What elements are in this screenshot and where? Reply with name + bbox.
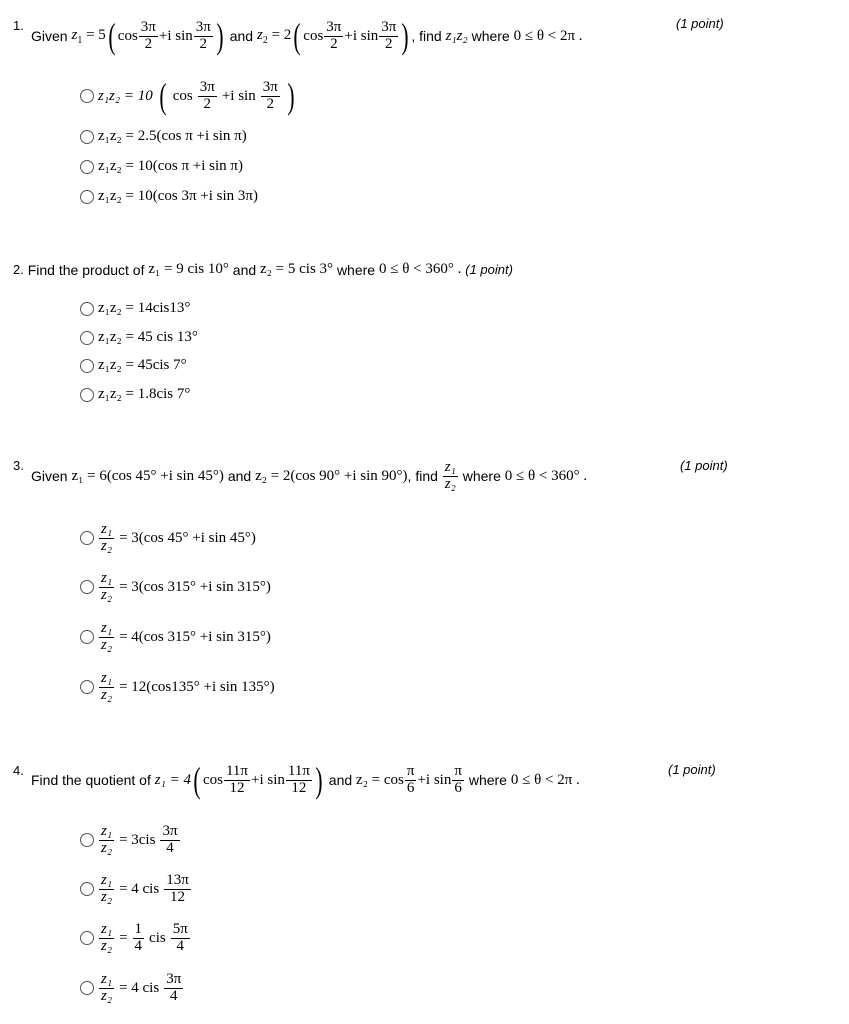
- question-4-prompt: [31, 762, 580, 798]
- isin-label: +i sin: [250, 771, 285, 788]
- q3-option-b[interactable]: [80, 571, 271, 604]
- frac-num: z₁: [101, 971, 113, 987]
- frac-den: 2: [266, 95, 274, 112]
- q4-option-c[interactable]: [80, 922, 191, 955]
- close-paren: ): [401, 16, 409, 56]
- frac-num: 1: [134, 921, 143, 937]
- radio-button[interactable]: [80, 882, 94, 896]
- frac-num: z₁: [444, 459, 456, 475]
- q2-option-d[interactable]: [80, 386, 190, 403]
- frac-num: z₁: [101, 620, 113, 636]
- frac-num: 11π: [287, 762, 310, 779]
- where-label: where: [336, 261, 376, 278]
- frac-den: z₂: [101, 888, 113, 905]
- radio-button[interactable]: [80, 160, 94, 174]
- option-coef: = 4 cis: [119, 880, 160, 897]
- option-text: = 4(cos 315° +i sin 315°): [119, 628, 271, 645]
- find-label: , find: [411, 28, 442, 44]
- frac-den: z₂: [101, 987, 113, 1004]
- z2-sub: 2: [262, 34, 268, 46]
- question-1-prompt: [31, 18, 583, 54]
- radio-button[interactable]: [80, 531, 94, 545]
- isin-label: +i sin: [417, 771, 452, 788]
- close-paren: ): [287, 76, 295, 116]
- frac-num: 3π: [166, 971, 182, 987]
- isin-label: +i sin: [221, 87, 256, 104]
- frac-num: 3π: [162, 823, 178, 839]
- q1-option-d[interactable]: [80, 188, 258, 205]
- q3-option-a[interactable]: [80, 522, 256, 555]
- radio-button[interactable]: [80, 190, 94, 204]
- q2-option-c[interactable]: [80, 357, 187, 374]
- cis-label: cis: [149, 929, 166, 946]
- and-label: and: [229, 28, 254, 44]
- and-label: and: [328, 772, 353, 788]
- frac-den: 12: [291, 779, 307, 796]
- frac-num: π: [454, 762, 462, 779]
- z2-expr: z₂ = 5 cis 3°: [260, 261, 334, 277]
- option-text: z₁z₂ = 45cis 7°: [98, 357, 187, 373]
- q1-option-a[interactable]: [80, 78, 297, 114]
- frac-num: z₁: [101, 823, 113, 839]
- q1-option-b[interactable]: [80, 128, 247, 145]
- isin-label: +i sin: [344, 27, 379, 44]
- question-4-number: 4.: [13, 763, 24, 778]
- z2-modulus: 2: [283, 26, 292, 43]
- z1-symbol: z: [71, 26, 78, 43]
- frac-num: 3π: [195, 18, 211, 35]
- option-text: z₁z₂ = 45 cis 13°: [98, 329, 198, 345]
- cos-label: cos: [117, 27, 138, 44]
- frac-den: 4: [176, 937, 184, 954]
- open-paren: (: [193, 760, 201, 800]
- frac-num: z₁: [101, 570, 113, 586]
- prompt-text: Find the product of: [27, 261, 145, 278]
- radio-button[interactable]: [80, 130, 94, 144]
- radio-button[interactable]: [80, 981, 94, 995]
- radio-button[interactable]: [80, 630, 94, 644]
- frac-den: z₂: [101, 937, 113, 954]
- frac-num: 3π: [326, 18, 342, 35]
- frac-num: 5π: [172, 921, 188, 937]
- frac-den: 12: [169, 888, 185, 905]
- find-label: , find: [407, 468, 438, 485]
- frac-den: z₂: [444, 475, 456, 492]
- frac-den: 12: [229, 779, 245, 796]
- frac-den: 2: [330, 35, 338, 52]
- option-coef: = 4 cis: [119, 979, 160, 996]
- frac-den: 2: [203, 95, 212, 112]
- option-text: z₁z₂ = 10(cos 3π +i sin 3π): [98, 188, 258, 204]
- frac-den: 2: [144, 35, 153, 52]
- frac-den: 2: [199, 35, 208, 52]
- frac-num: z₁: [101, 521, 113, 537]
- z1-sub: 1: [77, 34, 83, 46]
- frac-num: 11π: [225, 762, 248, 779]
- z2-expr: z₂ = 2(cos 90° +i sin 90°): [255, 467, 408, 484]
- range-text: 0 ≤ θ < 360° .: [378, 261, 462, 277]
- question-2-number: 2.: [13, 262, 24, 277]
- z1z2-symbol: z₁z₂: [445, 27, 468, 44]
- radio-button[interactable]: [80, 89, 94, 103]
- where-label: where: [468, 772, 507, 788]
- frac-num: 3π: [262, 78, 278, 95]
- question-3-prompt: [31, 460, 587, 493]
- radio-button[interactable]: [80, 680, 94, 694]
- frac-num: π: [406, 762, 415, 779]
- frac-den: z₂: [101, 537, 113, 554]
- cos-label: cos: [303, 27, 324, 44]
- option-coef: =: [119, 929, 128, 946]
- frac-den: z₂: [101, 839, 113, 856]
- radio-button[interactable]: [80, 580, 94, 594]
- z1-expr: z₁ = 4: [154, 771, 191, 788]
- z1-modulus: 5: [98, 26, 106, 43]
- radio-button[interactable]: [80, 302, 94, 316]
- radio-button[interactable]: [80, 931, 94, 945]
- frac-num: 3π: [140, 18, 156, 35]
- option-text: = 12(cos135° +i sin 135°): [119, 678, 275, 695]
- option-text: z₁z₂ = 14cis13°: [98, 300, 191, 316]
- where-label: where: [471, 28, 510, 44]
- open-paren: (: [108, 16, 116, 56]
- frac-den: 4: [134, 937, 143, 954]
- frac-num: z₁: [101, 921, 113, 937]
- q2-option-a[interactable]: [80, 300, 190, 317]
- frac-den: z₂: [101, 686, 113, 703]
- question-4-points: (1 point): [668, 762, 716, 777]
- close-paren: ): [216, 16, 224, 56]
- frac-den: z₂: [101, 636, 113, 653]
- option-text: z₁z₂ = 10: [98, 87, 153, 104]
- open-paren: (: [293, 16, 301, 56]
- option-text: z₁z₂ = 1.8cis 7°: [98, 386, 191, 402]
- range-text: 0 ≤ θ < 2π .: [513, 27, 583, 44]
- question-1-points: (1 point): [676, 16, 724, 31]
- open-paren: (: [159, 76, 167, 116]
- cos-label: cos: [172, 87, 193, 104]
- question-2-points: (1 point): [465, 262, 513, 277]
- q4-option-b[interactable]: [80, 873, 192, 906]
- option-text: = 3(cos 45° +i sin 45°): [119, 529, 256, 546]
- frac-den: 6: [454, 779, 462, 796]
- question-3-points: (1 point): [680, 458, 728, 473]
- option-text: z₁z₂ = 2.5(cos π +i sin π): [98, 128, 247, 144]
- radio-button[interactable]: [80, 359, 94, 373]
- frac-num: 3π: [381, 18, 397, 35]
- q4-option-d[interactable]: [80, 972, 184, 1005]
- option-coef: = 3cis: [119, 831, 156, 848]
- radio-button[interactable]: [80, 331, 94, 345]
- q3-option-d[interactable]: [80, 671, 275, 704]
- frac-den: 6: [406, 779, 415, 796]
- q3-option-c[interactable]: [80, 621, 271, 654]
- question-1-number: 1.: [13, 18, 24, 33]
- frac-den: 4: [169, 987, 178, 1004]
- prompt-text: Find the quotient of: [31, 772, 151, 788]
- frac-num: 13π: [166, 872, 189, 888]
- cos-label: cos: [202, 771, 223, 788]
- radio-button[interactable]: [80, 388, 94, 402]
- z2-expr: z₂ = cos: [356, 771, 404, 788]
- range-text: 0 ≤ θ < 2π .: [510, 771, 580, 788]
- and-label: and: [227, 468, 252, 485]
- frac-den: 4: [166, 839, 174, 856]
- isin-label: +i sin: [158, 27, 193, 44]
- close-paren: ): [315, 760, 323, 800]
- eq: =: [271, 26, 281, 43]
- given-label: Given: [31, 468, 68, 485]
- radio-button[interactable]: [80, 833, 94, 847]
- range-text: 0 ≤ θ < 360° .: [504, 467, 588, 484]
- z2-symbol: z: [256, 26, 263, 43]
- and-label: and: [232, 261, 257, 278]
- z1-expr: z₁ = 6(cos 45° +i sin 45°): [71, 467, 224, 484]
- eq: =: [86, 26, 95, 43]
- given-label: Given: [31, 28, 68, 44]
- option-text: = 3(cos 315° +i sin 315°): [119, 578, 271, 595]
- question-2-prompt: [13, 261, 513, 278]
- frac-num: 3π: [199, 78, 215, 95]
- question-3-number: 3.: [13, 458, 24, 473]
- q2-option-b[interactable]: [80, 329, 198, 346]
- option-text: z₁z₂ = 10(cos π +i sin π): [98, 158, 243, 174]
- where-label: where: [462, 468, 501, 485]
- q4-option-a[interactable]: [80, 824, 181, 857]
- frac-den: z₂: [101, 586, 113, 603]
- frac-num: z₁: [101, 872, 113, 888]
- frac-num: z₁: [101, 670, 113, 686]
- z1-expr: z₁ = 9 cis 10°: [148, 261, 229, 277]
- q1-option-c[interactable]: [80, 158, 243, 175]
- frac-den: 2: [385, 35, 393, 52]
